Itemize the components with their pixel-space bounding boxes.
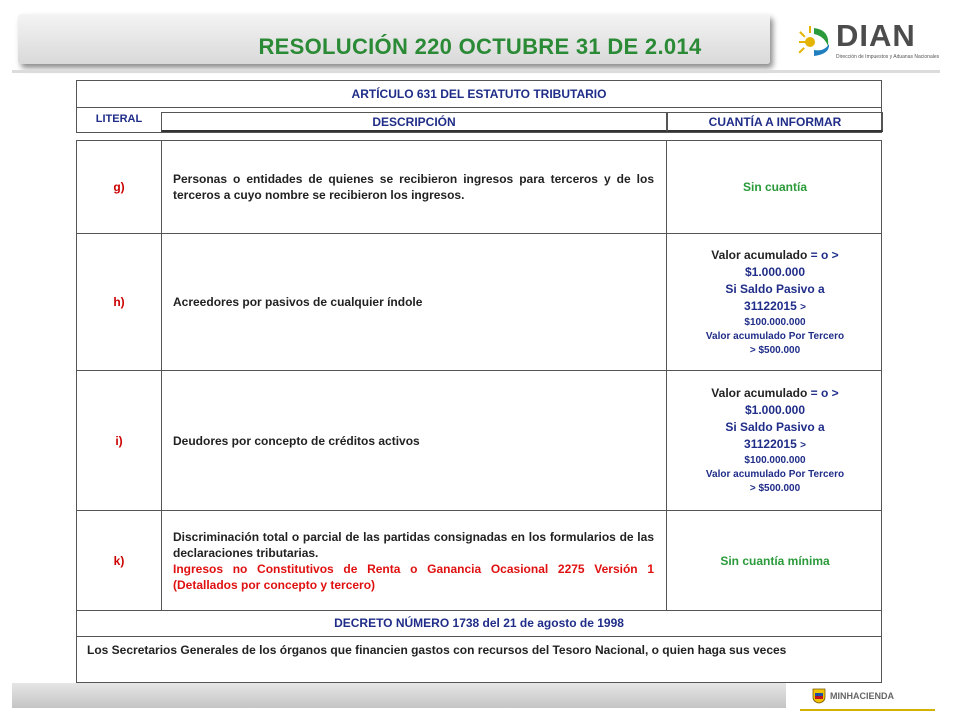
cuantia-amount: $100.000.000 — [744, 316, 806, 328]
cuantia-cell — [667, 141, 883, 233]
decreto-header: DECRETO NÚMERO 1738 del 21 de agosto de 1998 — [76, 611, 882, 637]
table-row-h — [76, 234, 882, 371]
table-row-i — [76, 371, 882, 511]
cuantia-operator: > — [800, 440, 806, 451]
description-text: Personas o entidades de quienes se recibieron ingresos para terceros y de los terceros a cuyo nombre se recibieron los ingresos. — [173, 172, 654, 202]
dian-sun-icon — [796, 22, 832, 58]
literal-cell: g) — [77, 141, 162, 233]
dian-wordmark: DIAN — [836, 18, 916, 53]
cuantia-text: Sin cuantía mínima — [720, 553, 830, 568]
cuantia-text: Sin cuantía — [742, 180, 807, 194]
cuantia-condition: Si Saldo Pasivo a — [725, 281, 825, 296]
cuantia-per-third: Valor acumulado Por Tercero — [705, 330, 845, 342]
table-row-k — [76, 511, 882, 611]
cuantia-per-third: Valor acumulado Por Tercero — [705, 469, 845, 480]
table-header-row — [76, 107, 882, 133]
cuantia-line — [711, 385, 838, 402]
cuantia-amount: > $500.000 — [749, 483, 801, 494]
cuantia-cell — [667, 371, 883, 510]
cuantia-amount: $1.000.000 — [744, 264, 806, 279]
dian-logo — [796, 18, 941, 62]
article-table — [76, 80, 882, 686]
cuantia-line — [711, 247, 838, 264]
cuantia-operator: = o > — [810, 386, 839, 400]
description-highlight: Ingresos no Constitutivos de Renta o Ganancia Ocasional 2275 Versión 1 (Detallados por concepto y tercero) — [173, 561, 654, 592]
page-title: RESOLUCIÓN 220 OCTUBRE 31 DE 2.014 — [258, 34, 702, 59]
header-literal: LITERAL — [95, 113, 143, 125]
literal-cell: i) — [77, 371, 162, 510]
cuantia-text: Valor acumulado — [711, 247, 811, 262]
cuantia-operator: = o > — [810, 247, 839, 262]
description-text: Discriminación total o parcial de las partidas consignadas en los formularios de las declaraciones tributarias. — [173, 529, 654, 560]
literal-cell: h) — [77, 234, 162, 370]
header-descripcion: DESCRIPCIÓN — [161, 112, 667, 132]
minhacienda-logo — [800, 683, 935, 711]
cuantia-amount: $100.000.000 — [744, 455, 806, 466]
description-cell — [161, 371, 667, 510]
final-note: Los Secretarios Generales de los órganos que financien gastos con recursos del Tesoro Nacional, o quien haga sus veces — [76, 637, 882, 683]
cuantia-cell — [667, 234, 883, 370]
dian-subtitle: Dirección de Impuestos y Aduanas Nacionales — [836, 54, 940, 60]
table-row-g — [76, 140, 882, 234]
cuantia-operator: > — [800, 301, 806, 313]
coat-of-arms-icon — [812, 688, 826, 704]
ministry-name: MINHACIENDA — [830, 691, 894, 701]
description-cell — [161, 141, 667, 233]
cuantia-date-line — [744, 298, 806, 316]
title-divider — [12, 70, 940, 73]
cuantia-amount: > $500.000 — [749, 344, 801, 356]
cuantia-date: 31122015 — [744, 298, 801, 313]
cuantia-cell — [667, 511, 883, 610]
footer-bar — [12, 683, 786, 708]
cuantia-text: Valor acumulado — [711, 386, 811, 400]
cuantia-condition: Si Saldo Pasivo a — [725, 420, 825, 434]
cuantia-date: 31122015 — [744, 437, 801, 451]
cuantia-date-line — [744, 436, 806, 454]
header-cuantia: CUANTÍA A INFORMAR — [667, 112, 883, 132]
description-text: Acreedores por pasivos de cualquier índole — [173, 295, 423, 309]
article-header: ARTÍCULO 631 DEL ESTATUTO TRIBUTARIO — [76, 80, 882, 107]
cuantia-amount: $1.000.000 — [744, 403, 806, 417]
description-text: Deudores por concepto de créditos activos — [173, 433, 420, 448]
description-cell — [161, 234, 667, 370]
description-cell — [161, 511, 667, 610]
literal-cell: k) — [77, 511, 162, 610]
